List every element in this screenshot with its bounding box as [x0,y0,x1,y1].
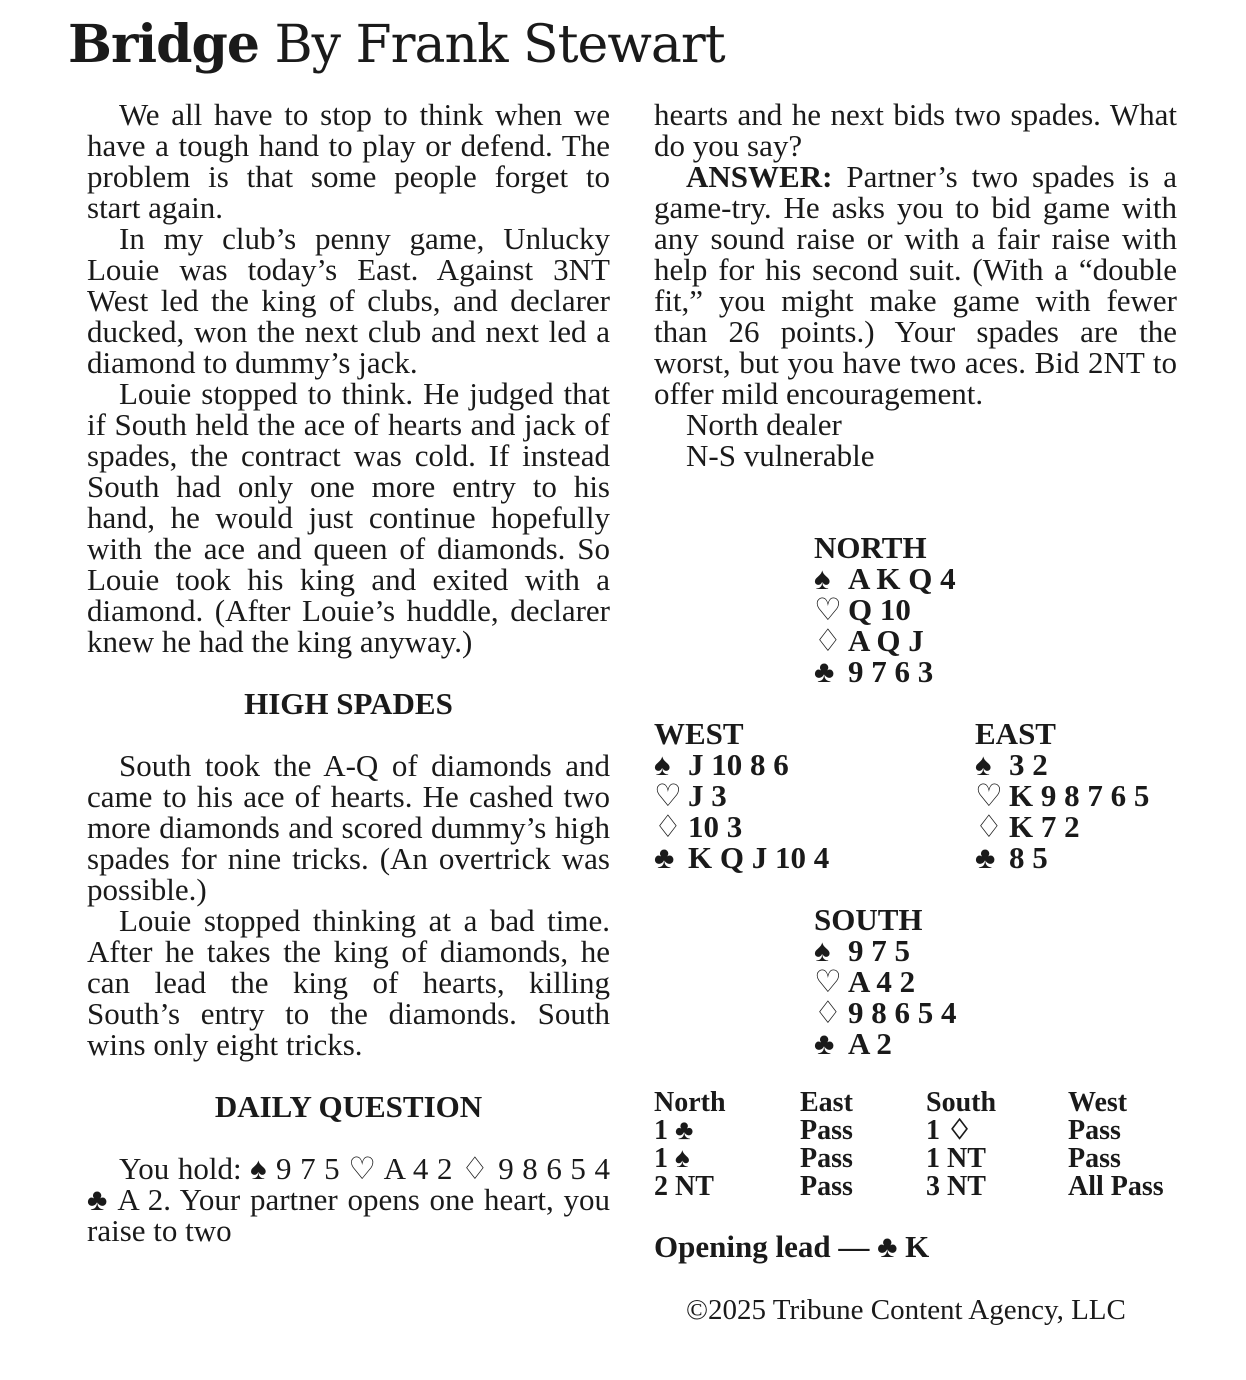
paragraph: In my club’s penny game, Unlucky Louie was today’s East. Against 3NT West led the king of clubs, and declarer ducked, won the next club and next led a diamond to dummy’s jack. [87,221,610,380]
paragraph: South took the A-Q of diamonds and came to his ace of hearts. He cashed two more diamonds and scored dummy’s high spades for nine tricks. (An overtrick was possible.) [87,748,610,907]
hand-label: SOUTH [814,902,923,937]
cards-diamonds: A Q J [848,623,924,658]
hand-label: WEST [654,716,744,751]
auction-bid: 1 ♢ [926,1115,973,1146]
paragraph: Louie stopped to think. He judged that if South held the ace of hearts and jack of spades, the contract was cold. If instead South had only one more entry to his hand, he would just continue hopefully with the ace and queen of diamonds. So Louie took his king and exited with a diamond. (After Louie’s huddle, declarer knew he had the king anyway.) [87,376,610,659]
auction-bid: 3 NT [926,1171,986,1202]
answer-label: ANSWER: [686,159,833,194]
hand-label: NORTH [814,530,927,565]
answer-paragraph [654,161,1177,409]
cards-spades: J 10 8 6 [688,747,789,782]
heart-icon: ♡ [975,778,1003,813]
auction-header-south: South [926,1087,997,1118]
cards-diamonds: 10 3 [688,809,743,844]
vulnerability-line: N-S vulnerable [686,438,875,473]
cards-hearts: Q 10 [848,592,911,627]
answer-text: Partner’s two spades is a game-try. He asks you to bid game with any sound raise or with a fair raise with help for his second suit. (With a “double fit,” you might make game with fewer than 26 points.) Your spades are the worst, but you have two aces. Bid 2NT to offer mild encouragement. [654,159,1177,411]
cards-spades: A K Q 4 [848,561,956,596]
hand-north [814,532,956,687]
auction-bid: Pass [1068,1143,1121,1174]
heart-icon: ♡ [814,964,842,999]
copyright: ©2025 Tribune Content Agency, LLC [686,1294,1126,1326]
cards-hearts: J 3 [688,778,727,813]
spade-icon: ♠ [814,561,831,596]
paragraph: We all have to stop to think when we have a tough hand to play or defend. The problem is that some people forget to start again. [87,97,610,225]
club-icon: ♣ [654,840,675,875]
hand-label: EAST [975,716,1056,751]
cards-spades: 3 2 [1009,747,1048,782]
auction-header-east: East [800,1087,853,1118]
paragraph: hearts and he next bids two spades. What do you say? [654,97,1177,163]
paragraph: You hold: ♠ 9 7 5 ♡ A 4 2 ♢ 9 8 6 5 4 ♣ A 2. Your partner opens one heart, you raise to two [87,1151,610,1248]
section-heading-high-spades: HIGH SPADES [244,686,453,721]
auction-bid: All Pass [1068,1171,1164,1202]
auction-bid: Pass [800,1143,853,1174]
hand-east [975,718,1149,873]
spade-icon: ♠ [654,747,671,782]
cards-diamonds: K 7 2 [1009,809,1080,844]
diamond-icon: ♢ [814,995,842,1030]
auction-bid: 1 NT [926,1143,986,1174]
cards-hearts: A 4 2 [848,964,916,999]
cards-spades: 9 7 5 [848,933,910,968]
spade-icon: ♠ [814,933,831,968]
title-bold: Bridge [68,14,259,75]
dealer-line: North dealer [686,407,842,442]
auction-bid: 2 NT [654,1171,714,1202]
spade-icon: ♠ [975,747,992,782]
diamond-icon: ♢ [814,623,842,658]
auction-header-west: West [1068,1087,1128,1118]
auction-bid: 1 ♣ [654,1115,694,1146]
cards-clubs: A 2 [848,1026,892,1061]
cards-clubs: K Q J 10 4 [688,840,830,875]
club-icon: ♣ [814,654,835,689]
heart-icon: ♡ [654,778,682,813]
diamond-icon: ♢ [654,809,682,844]
hand-west [654,718,829,873]
title-byline: By Frank Stewart [274,15,725,75]
cards-diamonds: 9 8 6 5 4 [848,995,957,1030]
auction-bid: 1 ♠ [654,1143,690,1174]
cards-hearts: K 9 8 7 6 5 [1009,778,1150,813]
paragraph: Louie stopped thinking at a bad time. After he takes the king of diamonds, he can lead the king of hearts, killing South’s entry to the diamonds. South wins only eight tricks. [87,903,610,1062]
opening-lead: Opening lead — ♣ K [654,1229,930,1264]
auction-header-north: North [654,1087,726,1118]
right-column [654,99,1177,471]
diamond-icon: ♢ [975,809,1003,844]
heart-icon: ♡ [814,592,842,627]
cards-clubs: 8 5 [1009,840,1048,875]
section-heading-daily-question: DAILY QUESTION [214,1089,483,1124]
club-icon: ♣ [814,1026,835,1061]
hand-south [814,904,957,1059]
left-column [87,99,610,1246]
cards-clubs: 9 7 6 3 [848,654,934,689]
auction-bid: Pass [800,1171,853,1202]
auction-bid: Pass [800,1115,853,1146]
page-title [68,12,725,78]
club-icon: ♣ [975,840,996,875]
auction-bid: Pass [1068,1115,1121,1146]
